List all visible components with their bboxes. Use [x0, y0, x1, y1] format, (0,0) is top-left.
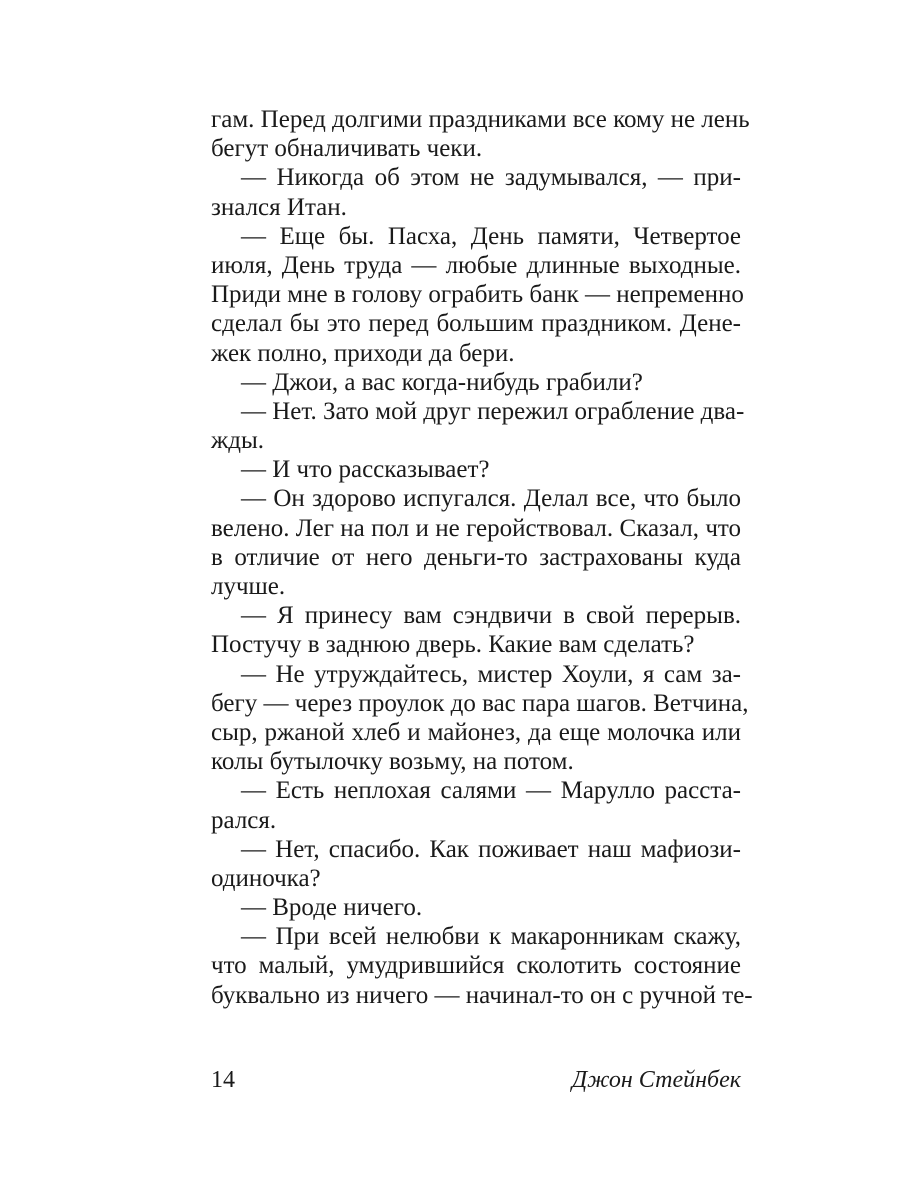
text-line: знался Итан. [211, 193, 347, 221]
text-line: буквально из ничего — начинал-то он с ручной те- [211, 981, 753, 1009]
text-line: — Он здорово испугался. Делал все, что было [241, 485, 741, 513]
text-line: — Не утруждайтесь, мистер Хоули, я сам за- [241, 660, 741, 688]
text-line: колы бутылочку возьму, на потом. [211, 748, 574, 776]
body-text [211, 105, 753, 1010]
text-line: жек полно, приходи да бери. [211, 339, 515, 367]
text-line: — И что рассказывает? [241, 456, 490, 484]
text-line: — Нет. Зато мой друг пережил ограбление два- [241, 397, 745, 425]
text-line: сыр, ржаной хлеб и майонез, да еще молочка или [211, 718, 741, 746]
text-line: бегу — через проулок до вас пара шагов. Ветчина, [211, 689, 749, 717]
text-line: — Вроде ничего. [241, 894, 423, 922]
text-line: в отличие от него деньги-то застрахованы куда [211, 543, 741, 571]
text-line: — Еще бы. Пасха, День памяти, Четвертое [241, 222, 741, 250]
text-line: велено. Лег на пол и не геройствовал. Сказал, что [211, 514, 741, 542]
text-line: июля, День труда — любые длинные выходные. [211, 251, 741, 279]
text-line: бегут обналичивать чеки. [211, 135, 483, 163]
text-line: гам. Перед долгими праздниками все кому не лень [211, 106, 750, 133]
text-line: Приди мне в голову ограбить банк — непременно [211, 281, 744, 309]
page-number: 14 [211, 1067, 235, 1093]
text-line: жды. [211, 427, 265, 455]
text-line: что малый, умудрившийся сколотить состояние [211, 952, 741, 980]
text-line: — При всей нелюбви к макаронникам скажу, [241, 923, 741, 951]
text-line: — Я принесу вам сэндвичи в свой перерыв. [241, 602, 741, 630]
text-line: сделал бы это перед большим праздником. Дене- [211, 310, 741, 338]
text-line: одиночка? [211, 864, 321, 892]
running-author: Джон Стейнбек [571, 1067, 741, 1093]
text-line: рался. [211, 806, 277, 834]
text-line: лучше. [211, 573, 286, 600]
text-line: — Джои, а вас когда-нибудь грабили? [241, 368, 643, 396]
text-line: — Никогда об этом не задумывался, — при- [241, 164, 741, 192]
text-line: Постучу в заднюю дверь. Какие вам сделать? [211, 631, 695, 659]
text-line: — Есть неплохая салями — Марулло расста- [241, 777, 741, 805]
text-line: — Нет, спасибо. Как поживает наш мафиози- [241, 835, 741, 863]
page-footer [211, 1065, 741, 1095]
